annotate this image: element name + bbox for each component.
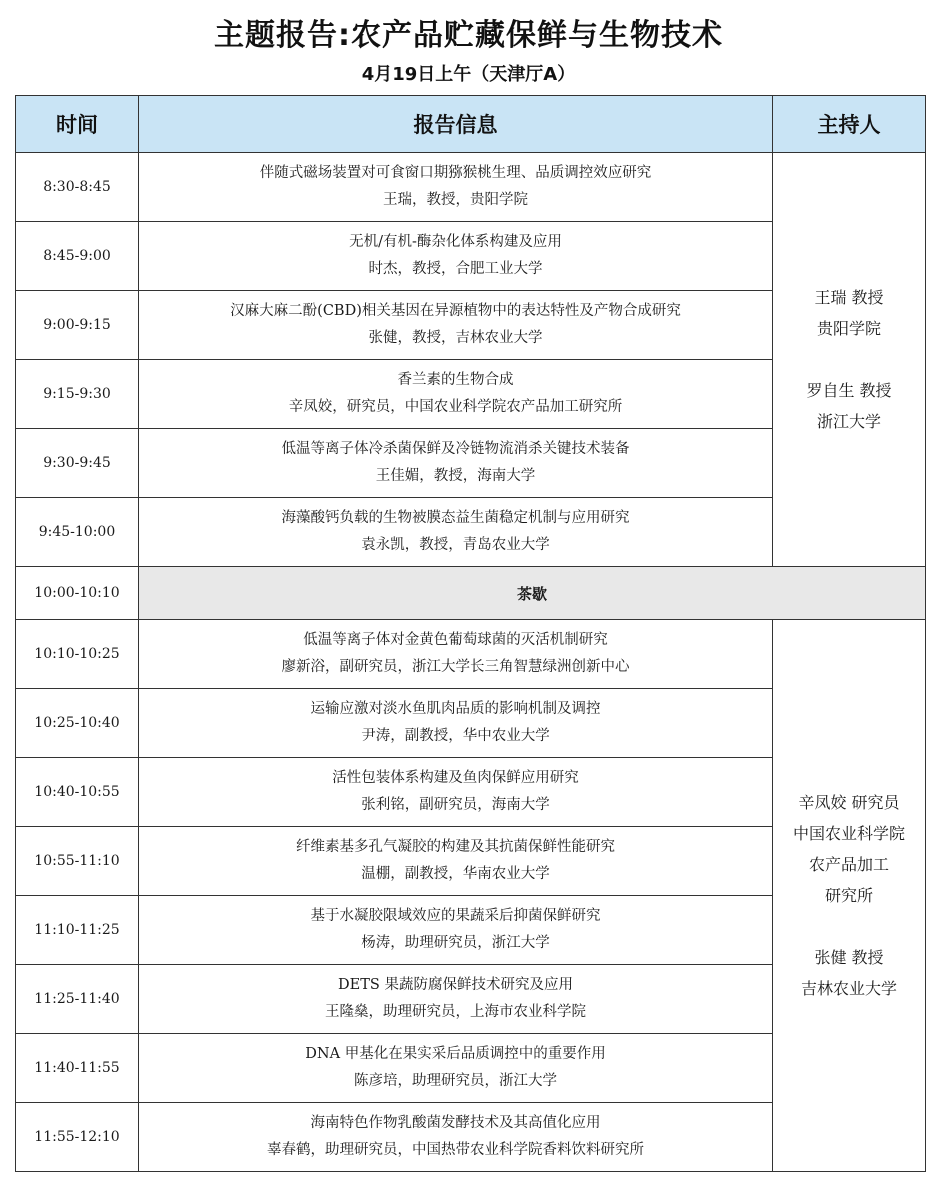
time-cell: 11:10-11:25: [16, 896, 139, 965]
talk-speaker: 温棚，副教授，华南农业大学: [361, 866, 550, 882]
talk-topic: 无机/有机-酶杂化体系构建及应用: [349, 234, 562, 250]
host-affiliation: 中国农业科学院: [792, 824, 905, 843]
talk-speaker: 辛凤姣，研究员，中国农业科学院农产品加工研究所: [288, 399, 623, 415]
talk-topic: 香兰素的生物合成: [397, 372, 514, 388]
page-subtitle: 4月19日上午（天津厅A）: [361, 64, 576, 85]
talk-speaker: 廖新浴，副研究员，浙江大学长三角智慧绿洲创新中心: [281, 659, 630, 675]
time-cell: 10:25-10:40: [16, 689, 139, 758]
talk-topic: 纤维素基多孔气凝胶的构建及其抗菌保鲜性能研究: [296, 839, 615, 855]
info-cell: [139, 222, 773, 291]
talk-topic: 活性包装体系构建及鱼肉保鲜应用研究: [332, 770, 579, 786]
talk-speaker: 张利铭，副研究员，海南大学: [361, 797, 550, 813]
schedule-table: [15, 95, 926, 1172]
info-cell: [139, 291, 773, 360]
info-cell: [139, 429, 773, 498]
info-cell: [139, 620, 773, 689]
time-cell: 10:10-10:25: [16, 620, 139, 689]
time-cell: 8:30-8:45: [16, 153, 139, 222]
time-cell: 9:45-10:00: [16, 498, 139, 567]
time-cell: 10:55-11:10: [16, 827, 139, 896]
info-cell: [139, 689, 773, 758]
talk-speaker: 王佳媚，教授，海南大学: [375, 468, 536, 484]
talk-speaker: 尹涛，副教授，华中农业大学: [361, 728, 550, 744]
talk-speaker: 袁永凯，教授，青岛农业大学: [361, 537, 550, 553]
page-title: 主题报告:农产品贮藏保鲜与生物技术: [214, 18, 723, 53]
time-cell: 8:45-9:00: [16, 222, 139, 291]
column-header-time: 时间: [16, 96, 139, 153]
talk-topic: 海藻酸钙负载的生物被膜态益生菌稳定机制与应用研究: [281, 510, 630, 526]
talk-topic: 运输应激对淡水鱼肌肉品质的影响机制及调控: [310, 701, 601, 717]
talk-topic: 低温等离子体对金黄色葡萄球菌的灭活机制研究: [303, 632, 608, 648]
time-cell: 9:00-9:15: [16, 291, 139, 360]
host-name: 辛凤姣 研究员: [798, 793, 900, 812]
column-header-info: 报告信息: [139, 96, 773, 153]
time-cell: 11:40-11:55: [16, 1034, 139, 1103]
talk-topic: DETS 果蔬防腐保鲜技术研究及应用: [338, 977, 573, 993]
info-cell: [139, 1034, 773, 1103]
table-row: [16, 153, 926, 222]
column-header-host: 主持人: [773, 96, 926, 153]
talk-speaker: 时杰，教授，合肥工业大学: [368, 261, 543, 277]
talk-topic: 海南特色作物乳酸菌发酵技术及其高值化应用: [310, 1115, 601, 1131]
break-label: 茶歇: [139, 567, 926, 620]
time-cell: 9:15-9:30: [16, 360, 139, 429]
talk-speaker: 王瑞，教授，贵阳学院: [383, 192, 528, 208]
info-cell: [139, 153, 773, 222]
host-affiliation: 贵阳学院: [816, 319, 881, 338]
table-header-row: [16, 96, 926, 153]
time-cell: 11:25-11:40: [16, 965, 139, 1034]
info-cell: [139, 498, 773, 567]
info-cell: [139, 758, 773, 827]
table-row: [16, 620, 926, 689]
time-cell: 10:40-10:55: [16, 758, 139, 827]
host-cell-session1: [773, 153, 926, 567]
host-name: 张健 教授: [814, 948, 884, 967]
info-cell: [139, 1103, 773, 1172]
host-affiliation: 吉林农业大学: [800, 979, 897, 998]
break-row: [16, 567, 926, 620]
host-affiliation: 研究所: [824, 886, 873, 905]
host-affiliation: 农产品加工: [808, 855, 889, 874]
host-affiliation: 浙江大学: [816, 412, 881, 431]
info-cell: [139, 827, 773, 896]
talk-speaker: 王隆燊，助理研究员，上海市农业科学院: [325, 1004, 586, 1020]
talk-topic: 伴随式磁场装置对可食窗口期猕猴桃生理、品质调控效应研究: [259, 165, 652, 181]
host-name: 王瑞 教授: [814, 288, 884, 307]
host-cell-session2: [773, 620, 926, 1172]
talk-topic: 低温等离子体冷杀菌保鲜及冷链物流消杀关键技术装备: [281, 441, 630, 457]
host-name: 罗自生 教授: [806, 381, 892, 400]
talk-topic: 基于水凝胶限域效应的果蔬采后抑菌保鲜研究: [310, 908, 601, 924]
talk-speaker: 张健，教授，吉林农业大学: [368, 330, 543, 346]
info-cell: [139, 965, 773, 1034]
info-cell: [139, 896, 773, 965]
break-time-cell: 10:00-10:10: [16, 567, 139, 620]
talk-topic: 汉麻大麻二酚(CBD)相关基因在异源植物中的表达特性及产物合成研究: [230, 303, 681, 319]
talk-speaker: 杨涛，助理研究员，浙江大学: [361, 935, 550, 951]
time-cell: 9:30-9:45: [16, 429, 139, 498]
talk-speaker: 辜春鹤，助理研究员，中国热带农业科学院香料饮料研究所: [267, 1142, 644, 1158]
info-cell: [139, 360, 773, 429]
time-cell: 11:55-12:10: [16, 1103, 139, 1172]
talk-topic: DNA 甲基化在果实采后品质调控中的重要作用: [305, 1046, 606, 1062]
talk-speaker: 陈彦培，助理研究员，浙江大学: [354, 1073, 557, 1089]
